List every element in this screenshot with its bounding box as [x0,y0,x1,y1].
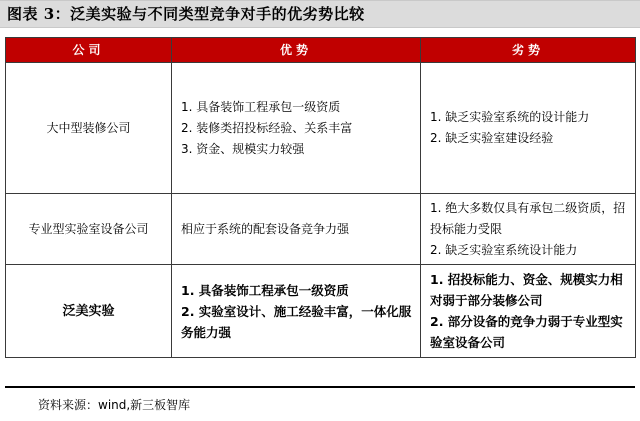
table-row [6,194,636,265]
header-strengths: 优势 [172,38,421,63]
weakness-item: 1. 缺乏实验室系统的设计能力 [430,110,590,124]
row-weaknesses-cell [421,194,636,265]
header-weaknesses: 劣势 [421,38,636,63]
weakness-item: 2. 缺乏实验室建设经验 [430,131,554,145]
weakness-item: 1. 招投标能力、资金、规模实力相对弱于部分装修公司 [430,272,623,308]
table-row [6,265,636,358]
source-note: 资料来源：wind,新三板智库 [38,398,191,412]
weakness-item: 2. 部分设备的竞争力弱于专业型实验室设备公司 [430,314,623,350]
strength-item: 1. 具备装饰工程承包一级资质 [181,282,349,298]
strength-item: 相应于系统的配套设备竞争力强 [181,221,350,236]
weakness-item: 2. 缺乏实验室系统设计能力 [430,242,578,257]
figure-title: 图表 3：泛美实验与不同类型竞争对手的优劣势比较 [7,5,365,23]
table-header-row [6,38,636,63]
table-row [6,63,636,194]
row-strengths-cell [172,63,421,194]
bottom-divider [5,386,635,388]
strength-item: 3. 资金、规模实力较强 [181,141,305,156]
header-company: 公司 [6,38,172,63]
row-strengths-cell [172,265,421,358]
weakness-item: 1. 绝大多数仅具有承包二级资质，招投标能力受限 [430,200,626,236]
strength-item: 2. 实验室设计、施工经验丰富，一体化服务能力强 [181,303,412,340]
row-company-name: 泛美实验 [6,265,172,358]
strength-item: 2. 装修类招投标经验、关系丰富 [181,120,353,135]
row-strengths-cell [172,194,421,265]
row-weaknesses-cell [421,265,636,358]
figure-title-bar [0,0,640,28]
row-company-name: 大中型装修公司 [6,63,172,194]
row-company-name: 专业型实验室设备公司 [6,194,172,265]
comparison-table [5,37,636,358]
strength-item: 1. 具备装饰工程承包一级资质 [181,99,341,114]
row-weaknesses-cell [421,63,636,194]
